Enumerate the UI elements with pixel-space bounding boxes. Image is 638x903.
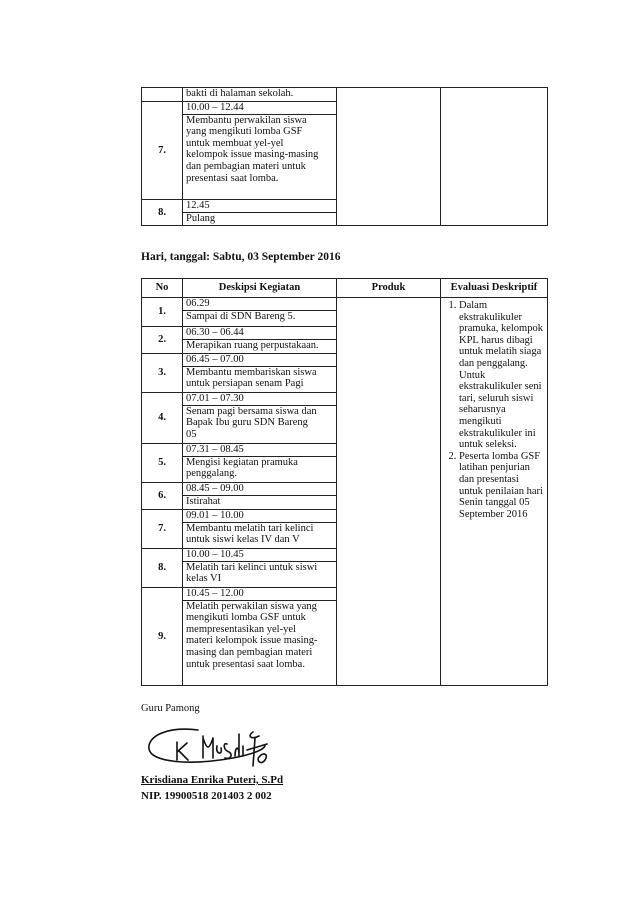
signatory-name: Krisdiana Enrika Puteri, S.Pd [141,774,284,786]
row-number: 4. [142,393,183,444]
activity-cell: 06.45 – 07.00 Membantu membariskan siswa untuk persiapan senam Pagi [183,354,337,393]
time-range: 06.45 – 07.00 [183,354,336,367]
previous-day-table [141,87,548,226]
activity-cell: 07.01 – 07.30 Senam pagi bersama siswa dan Bapak Ibu guru SDN Bareng 05 [183,393,337,444]
time-range: 07.01 – 07.30 [183,393,336,406]
evaluation-item: 2. Peserta lomba GSF latihan penjurian dan presentasi untuk penilaian hari Senin tanggal 05 September 2016 [459,451,545,521]
row-number: 9. [142,588,183,686]
header-evaluation: Evaluasi Deskriptif [441,279,548,298]
activity-cell: 10.00 – 12.44 Membantu perwakilan siswa yang mengikuti lomba GSF untuk membuat yel-yel kelompok issue masing-masing dan pembagian materi untuk presentasi saat lomba. [183,102,337,200]
header-produk: Produk [337,279,441,298]
activity-cell: 09.01 – 10.00 Membantu melatih tari kelinci untuk siswi kelas IV dan V [183,510,337,549]
row-number: 8. [142,549,183,588]
time-range: 10.00 – 10.45 [183,549,336,562]
activity-cell: 06.29 Sampai di SDN Bareng 5. [183,298,337,327]
row-number: 7. [142,510,183,549]
activity-cell: 12.45 Pulang [183,200,337,226]
activity-cell: bakti di halaman sekolah. [183,88,337,102]
row-number: 5. [142,444,183,483]
activity-cell: 10.00 – 10.45 Melatih tari kelinci untuk siswi kelas VI [183,549,337,588]
activity-cell: 06.30 – 06.44 Merapikan ruang perpustakaan. [183,327,337,354]
signature-role: Guru Pamong [141,703,200,714]
row-number [142,88,183,102]
header-description: Deskipsi Kegiatan [183,279,337,298]
time-range: 07.31 – 08.45 [183,444,336,457]
produk-cell [337,298,441,686]
activity-cell: 07.31 – 08.45 Mengisi kegiatan pramuka penggalang. [183,444,337,483]
time-range: 08.45 – 09.00 [183,483,336,496]
produk-cell [337,88,441,226]
evaluation-cell [441,298,548,686]
row-number: 1. [142,298,183,327]
row-number: 2. [142,327,183,354]
time-range: 12.45 [183,200,336,213]
activity-cell: 08.45 – 09.00 Istirahat [183,483,337,510]
day-heading: Hari, tanggal: Sabtu, 03 September 2016 [141,251,341,263]
time-range: 10.00 – 12.44 [183,102,336,115]
row-number: 7. [142,102,183,200]
signatory-nip: NIP. 19900518 201403 2 002 [141,790,272,802]
time-range: 10.45 – 12.00 [183,588,336,601]
row-number: 8. [142,200,183,226]
evaluation-list [441,298,547,520]
time-range: 06.29 [183,298,336,311]
row-number: 6. [142,483,183,510]
row-number: 3. [142,354,183,393]
evaluation-cell [441,88,548,226]
activity-table [141,278,548,686]
handwritten-signature [143,716,293,774]
activity-cell: 10.45 – 12.00 Melatih perwakilan siswa yang mengikuti lomba GSF untuk mempresentasikan yel-yel materi kelompok issue masing- masing dan pembagian materi untuk presentasi saat lomba. [183,588,337,686]
header-no: No [142,279,183,298]
evaluation-item: 1. Dalam ekstrakulikuler pramuka, kelompok KPL harus dibagi untuk melatih siaga dan penggalang. Untuk ekstrakulikuler seni tari, seluruh siswi seharusnya mengikuti ekstrakulikuler ini untuk seleksi. [459,300,545,451]
time-range: 06.30 – 06.44 [183,327,336,340]
time-range: 09.01 – 10.00 [183,510,336,523]
